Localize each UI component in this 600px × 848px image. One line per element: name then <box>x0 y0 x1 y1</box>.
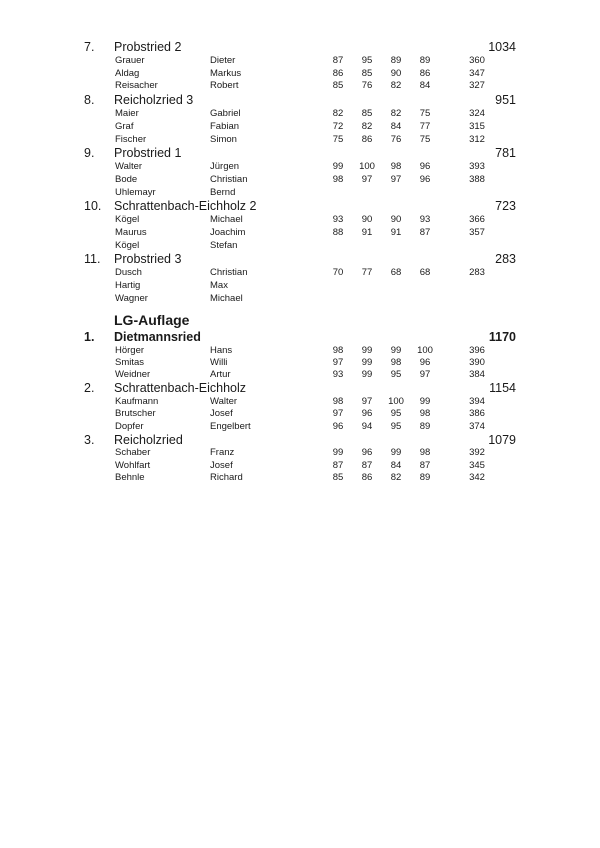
shooter-first-name: Walter <box>210 395 238 407</box>
shooter-total: 324 <box>469 108 485 120</box>
shooter-row <box>0 369 600 381</box>
shooter-total: 347 <box>469 67 485 79</box>
shooter-last-name: Maurus <box>115 227 147 238</box>
team-header <box>0 146 600 161</box>
series-score: 91 <box>390 227 402 238</box>
shooter-first-name: Josef <box>210 408 233 420</box>
shooter-total: 384 <box>469 369 485 381</box>
shooter-first-name: Engelbert <box>210 420 251 432</box>
series-score: 95 <box>390 420 402 432</box>
shooter-row <box>0 187 600 199</box>
series-score: 76 <box>390 133 402 145</box>
series-score: 86 <box>419 67 431 79</box>
series-score: 89 <box>419 420 431 432</box>
shooter-total: 327 <box>469 80 485 92</box>
team-rank: 10. <box>84 199 102 214</box>
shooter-first-name: Stefan <box>210 239 238 251</box>
shooter-total: 394 <box>469 395 485 407</box>
shooter-row <box>0 421 600 433</box>
series-score: 75 <box>419 133 431 145</box>
shooter-last-name: Smitas <box>115 356 145 368</box>
team-header <box>0 93 600 108</box>
team-header <box>0 433 600 448</box>
team-rank: 11. <box>84 252 101 267</box>
team-rank: 2. <box>84 381 95 396</box>
shooter-row <box>0 447 600 459</box>
shooter-first-name: Robert <box>210 80 239 92</box>
series-score: 82 <box>332 108 344 120</box>
series-score: 82 <box>390 108 402 120</box>
series-score: 87 <box>419 459 431 471</box>
series-score: 84 <box>419 80 431 92</box>
series-score: 82 <box>361 120 373 132</box>
series-score: 98 <box>390 161 402 173</box>
shooter-first-name: Michael <box>210 292 243 304</box>
team-total: 781 <box>495 146 516 161</box>
shooter-row <box>0 80 600 92</box>
shooter-row <box>0 460 600 472</box>
shooter-last-name: Uhlemayr <box>115 186 156 198</box>
shooter-row <box>0 357 600 369</box>
shooter-last-name: Maier <box>115 108 139 120</box>
series-score: 86 <box>361 471 373 483</box>
series-score: 98 <box>332 395 344 407</box>
shooter-first-name: Michael <box>210 214 243 226</box>
shooter-row <box>0 345 600 357</box>
series-score: 87 <box>419 227 431 238</box>
team-total: 723 <box>495 199 516 214</box>
series-score: 85 <box>361 67 373 79</box>
series-score: 97 <box>419 369 431 381</box>
shooter-total: 374 <box>469 420 485 432</box>
team-header <box>0 199 600 214</box>
section-heading: LG-Auflage <box>114 312 190 328</box>
series-score: 99 <box>332 161 344 173</box>
series-score: 84 <box>390 459 402 471</box>
shooter-total: 388 <box>469 173 485 185</box>
shooter-first-name: Richard <box>210 471 243 483</box>
series-score: 90 <box>361 214 373 226</box>
shooter-last-name: Graf <box>115 120 134 132</box>
shooter-first-name: Gabriel <box>210 108 241 120</box>
series-score: 94 <box>361 420 373 432</box>
series-score: 84 <box>390 120 402 132</box>
series-score: 70 <box>332 267 344 279</box>
shooter-last-name: Wagner <box>115 292 148 304</box>
shooter-row <box>0 408 600 420</box>
series-score: 93 <box>419 214 431 226</box>
series-score: 98 <box>419 408 431 420</box>
shooter-first-name: Simon <box>210 133 237 145</box>
shooter-row <box>0 472 600 484</box>
shooter-row <box>0 214 600 226</box>
shooter-first-name: Christian <box>210 267 248 279</box>
shooter-row <box>0 240 600 252</box>
shooter-row <box>0 293 600 305</box>
team-name: Reicholzried <box>114 432 183 447</box>
team-name: Probstried 3 <box>114 252 182 267</box>
series-score: 89 <box>419 55 431 66</box>
series-score: 100 <box>417 344 433 356</box>
series-score: 97 <box>361 395 373 407</box>
series-score: 85 <box>332 80 344 92</box>
shooter-row <box>0 227 600 239</box>
series-score: 99 <box>390 344 402 356</box>
series-score: 97 <box>390 173 402 185</box>
team-name: Dietmannsried <box>114 330 201 344</box>
shooter-row <box>0 121 600 133</box>
series-score: 98 <box>332 173 344 185</box>
team-rank: 1. <box>84 330 95 344</box>
series-score: 99 <box>361 344 373 356</box>
team-name: Schrattenbach-Eichholz 2 <box>114 199 257 214</box>
team-total: 1154 <box>489 381 516 396</box>
series-score: 96 <box>361 408 373 420</box>
shooter-first-name: Joachim <box>210 227 246 238</box>
shooter-last-name: Kögel <box>115 214 140 226</box>
series-score: 100 <box>359 161 375 173</box>
series-score: 96 <box>361 447 373 459</box>
team-total: 283 <box>495 252 516 267</box>
shooter-last-name: Weidner <box>115 369 151 381</box>
series-score: 99 <box>361 356 373 368</box>
series-score: 86 <box>361 133 373 145</box>
shooter-row <box>0 108 600 120</box>
series-score: 82 <box>390 80 402 92</box>
shooter-total: 396 <box>469 344 485 356</box>
series-score: 97 <box>361 173 373 185</box>
shooter-first-name: Fabian <box>210 120 240 132</box>
shooter-first-name: Jürgen <box>210 161 240 173</box>
shooter-total: 312 <box>469 133 485 145</box>
team-rank: 3. <box>84 432 95 447</box>
team-header <box>0 381 600 396</box>
team-header <box>0 40 600 55</box>
series-score: 96 <box>419 356 431 368</box>
shooter-last-name: Wohlfart <box>115 459 151 471</box>
series-score: 99 <box>361 369 373 381</box>
series-score: 89 <box>419 471 431 483</box>
series-score: 89 <box>390 55 402 66</box>
shooter-row <box>0 161 600 173</box>
shooter-first-name: Max <box>210 280 228 292</box>
shooter-last-name: Behnle <box>115 471 145 483</box>
team-name: Reicholzried 3 <box>114 93 194 108</box>
shooter-last-name: Bode <box>115 173 138 185</box>
team-rank: 8. <box>84 93 95 108</box>
series-score: 97 <box>332 408 344 420</box>
team-header <box>0 330 600 345</box>
series-score: 96 <box>419 161 431 173</box>
team-total: 1034 <box>488 40 516 54</box>
shooter-first-name: Hans <box>210 344 233 356</box>
shooter-total: 386 <box>469 408 485 420</box>
series-score: 95 <box>390 369 402 381</box>
shooter-total: 283 <box>469 267 485 279</box>
team-name: Probstried 2 <box>114 40 182 54</box>
shooter-first-name: Josef <box>210 459 233 471</box>
shooter-row <box>0 174 600 186</box>
series-score: 87 <box>332 459 344 471</box>
team-header <box>0 252 600 267</box>
series-score: 98 <box>419 447 431 459</box>
series-score: 99 <box>332 447 344 459</box>
shooter-last-name: Kögel <box>115 239 140 251</box>
series-score: 99 <box>390 447 402 459</box>
series-score: 87 <box>332 55 344 66</box>
series-score: 98 <box>332 344 344 356</box>
team-total: 1170 <box>488 330 516 344</box>
shooter-total: 315 <box>469 120 485 132</box>
series-score: 93 <box>332 369 344 381</box>
shooter-last-name: Reisacher <box>115 80 158 92</box>
series-score: 99 <box>419 395 431 407</box>
shooter-row <box>0 134 600 146</box>
series-score: 95 <box>361 55 373 66</box>
series-score: 68 <box>390 267 402 279</box>
shooter-first-name: Bernd <box>210 186 236 198</box>
series-score: 68 <box>419 267 431 279</box>
series-score: 100 <box>388 395 404 407</box>
series-score: 77 <box>419 120 431 132</box>
series-score: 77 <box>361 267 373 279</box>
shooter-last-name: Aldag <box>115 67 140 79</box>
shooter-total: 392 <box>469 447 485 459</box>
series-score: 95 <box>390 408 402 420</box>
series-score: 86 <box>332 67 344 79</box>
series-score: 96 <box>332 420 344 432</box>
shooter-first-name: Willi <box>210 356 228 368</box>
shooter-last-name: Kaufmann <box>115 395 159 407</box>
shooter-last-name: Hartig <box>115 280 141 292</box>
shooter-last-name: Hörger <box>115 344 145 356</box>
team-rank: 7. <box>84 40 95 54</box>
series-score: 85 <box>361 108 373 120</box>
team-name: Schrattenbach-Eichholz <box>114 381 247 396</box>
series-score: 76 <box>361 80 373 92</box>
shooter-total: 390 <box>469 356 485 368</box>
shooter-last-name: Brutscher <box>115 408 156 420</box>
shooter-first-name: Dieter <box>210 55 236 66</box>
shooter-total: 360 <box>469 55 485 66</box>
series-score: 98 <box>390 356 402 368</box>
shooter-last-name: Dusch <box>115 267 142 279</box>
shooter-row <box>0 68 600 80</box>
shooter-row <box>0 280 600 292</box>
series-score: 90 <box>390 67 402 79</box>
shooter-row <box>0 55 600 67</box>
series-score: 96 <box>419 173 431 185</box>
series-score: 90 <box>390 214 402 226</box>
shooter-first-name: Christian <box>210 173 248 185</box>
series-score: 88 <box>332 227 344 238</box>
team-total: 951 <box>495 93 516 108</box>
shooter-last-name: Walter <box>115 161 143 173</box>
shooter-first-name: Franz <box>210 447 235 459</box>
shooter-last-name: Dopfer <box>115 420 144 432</box>
series-score: 85 <box>332 471 344 483</box>
shooter-first-name: Markus <box>210 67 242 79</box>
team-name: Probstried 1 <box>114 146 182 161</box>
series-score: 75 <box>419 108 431 120</box>
shooter-row <box>0 396 600 408</box>
shooter-total: 393 <box>469 161 485 173</box>
series-score: 97 <box>332 356 344 368</box>
series-score: 82 <box>390 471 402 483</box>
shooter-last-name: Fischer <box>115 133 147 145</box>
shooter-first-name: Artur <box>210 369 231 381</box>
series-score: 75 <box>332 133 344 145</box>
shooter-total: 366 <box>469 214 485 226</box>
team-rank: 9. <box>84 146 95 161</box>
series-score: 93 <box>332 214 344 226</box>
shooter-total: 342 <box>469 471 485 483</box>
series-score: 91 <box>361 227 373 238</box>
series-score: 72 <box>332 120 344 132</box>
shooter-total: 345 <box>469 459 485 471</box>
team-total: 1079 <box>488 432 516 447</box>
shooter-total: 357 <box>469 227 485 238</box>
shooter-last-name: Grauer <box>115 55 145 66</box>
shooter-last-name: Schaber <box>115 447 151 459</box>
shooter-row <box>0 267 600 279</box>
series-score: 87 <box>361 459 373 471</box>
